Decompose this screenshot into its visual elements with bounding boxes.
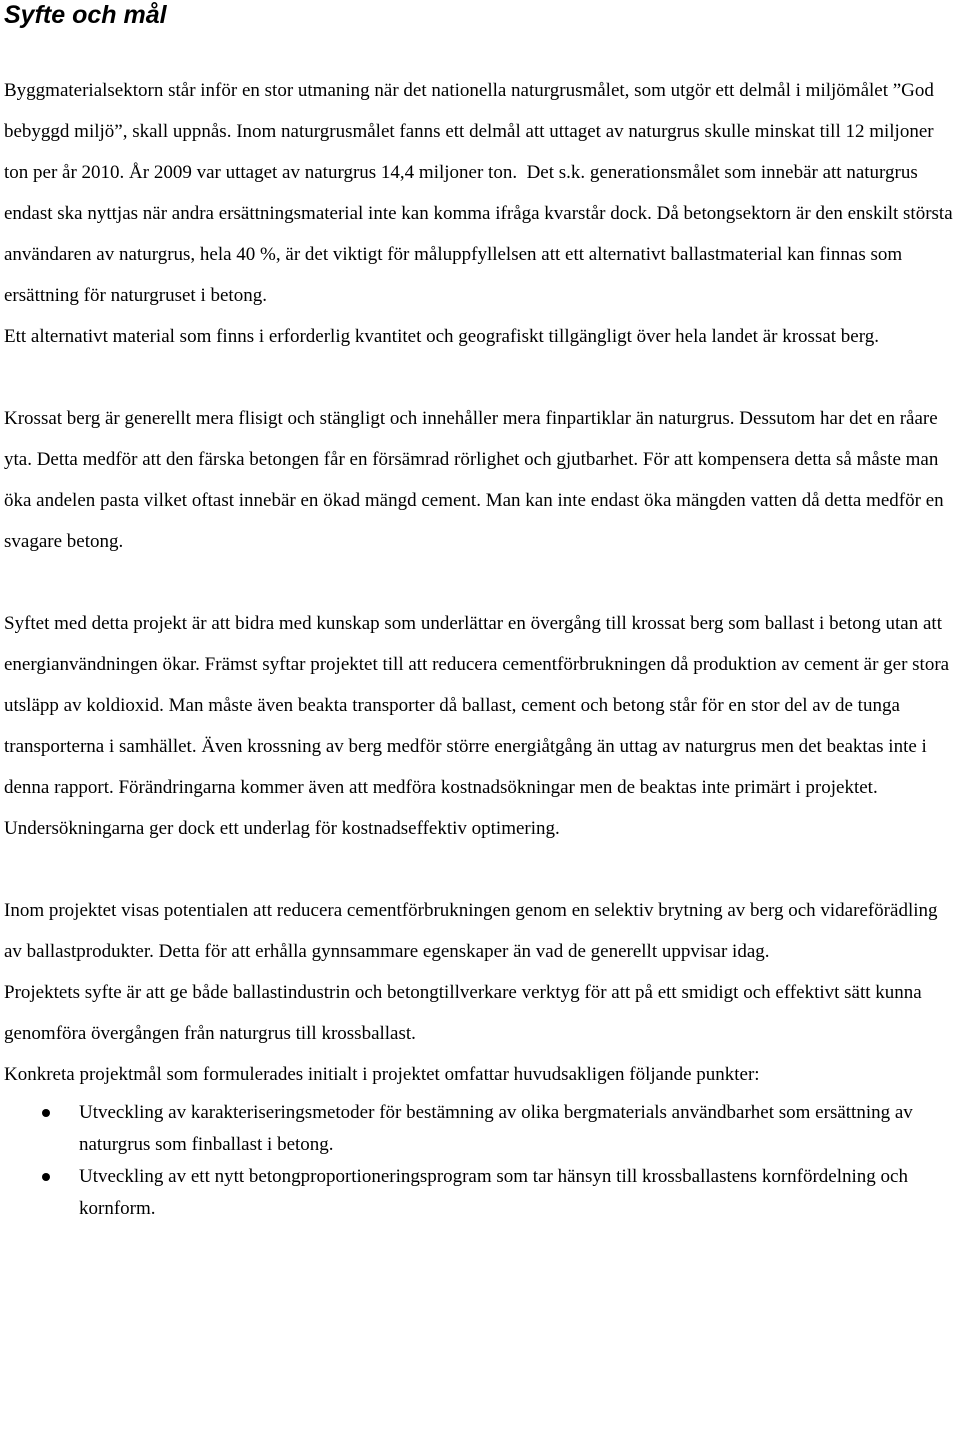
paragraph-project-aim: Projektets syfte är att ge både ballastindustrin och betongtillverkare verktyg för att på ett smidigt och effektivt sätt kunna genomföra övergången från naturgrus till krossballast.: [4, 982, 922, 1044]
section-heading: Syfte och mål: [4, 1, 167, 29]
paragraph-project-purpose: Syftet med detta projekt är att bidra med kunskap som underlättar en övergång till krossat berg som ballast i betong utan att energianvändningen ökar. Främst syftar projektet till att reducera cementförbrukningen då produktion av cement är ger stora utsläpp av koldioxid. Man måste även beakta transporter då ballast, cement och betong står för en stor del av de tunga transporterna i samhället. Även krossning av berg medför större energiåtgång än uttag av naturgrus men det beaktas inte i denna rapport. Förändringarna kommer även att medföra kostnadsökningar men de beaktas inte primärt i projektet. Undersökningarna ger dock ett underlag för kostnadseffektiv optimering.: [4, 613, 950, 839]
paragraph-alternative-material: Ett alternativt material som finns i erforderlig kvantitet och geografiskt tillgängligt över hela landet är krossat berg.: [4, 326, 879, 347]
paragraph-intro: [4, 70, 956, 316]
paragraph-concrete-goals: Konkreta projektmål som formulerades initialt i projektet omfattar huvudsakligen följande punkter:: [4, 1064, 760, 1085]
paragraph-intro-part2: Det s.k. generationsmålet som innebär att naturgrus endast ska nyttjas när andra ersättningsmaterial inte kan komma ifråga kvarstår dock. Då betongsektorn är den enskilt största användaren av naturgrus, hela 40 %, är det viktigt för måluppfyllelsen att ett alternativt ballastmaterial kan finnas som ersättning för naturgruset i betong.: [4, 162, 953, 306]
paragraph-project-potential: Inom projektet visas potentialen att reducera cementförbrukningen genom en selektiv brytning av berg och vidareförädling av ballastprodukter. Detta för att erhålla gynnsammare egenskaper än vad de generellt uppvisar idag.: [4, 900, 938, 962]
list-item-text: Utveckling av karakteriseringsmetoder för bestämning av olika bergmaterials användbarhet som ersättning av naturgrus som finballast i betong.: [79, 1102, 913, 1155]
paragraph-crushed-rock: Krossat berg är generellt mera flisigt och stängligt och innehåller mera finpartiklar än naturgrus. Dessutom har det en råare yta. Detta medför att den färska betongen får en försämrad rörlighet och gjutbarhet. För att kompensera detta så måste man öka andelen pasta vilket oftast innebär en ökad mängd cement. Man kan inte endast öka mängden vatten då detta medför en svagare betong.: [4, 408, 944, 552]
list-item: [4, 1097, 956, 1161]
bullet-icon: [42, 1109, 50, 1117]
paragraph-intro-part1: Byggmaterialsektorn står inför en stor utmaning när det nationella naturgrusmålet, som utgör ett delmål i miljömålet ”God bebyggd miljö”, skall uppnås. Inom naturgrusmålet fanns ett delmål att uttaget av naturgrus skulle minskat till 12 miljoner ton per år 2010. År 2009 var uttaget av naturgrus 14,4 miljoner ton.: [4, 80, 934, 183]
list-item-text: Utveckling av ett nytt betongproportioneringsprogram som tar hänsyn till krossballastens kornfördelning och kornform.: [79, 1166, 908, 1219]
list-item: [4, 1161, 956, 1225]
goals-list: [4, 1097, 956, 1225]
document-body: [4, 70, 956, 1225]
bullet-icon: [42, 1173, 50, 1181]
